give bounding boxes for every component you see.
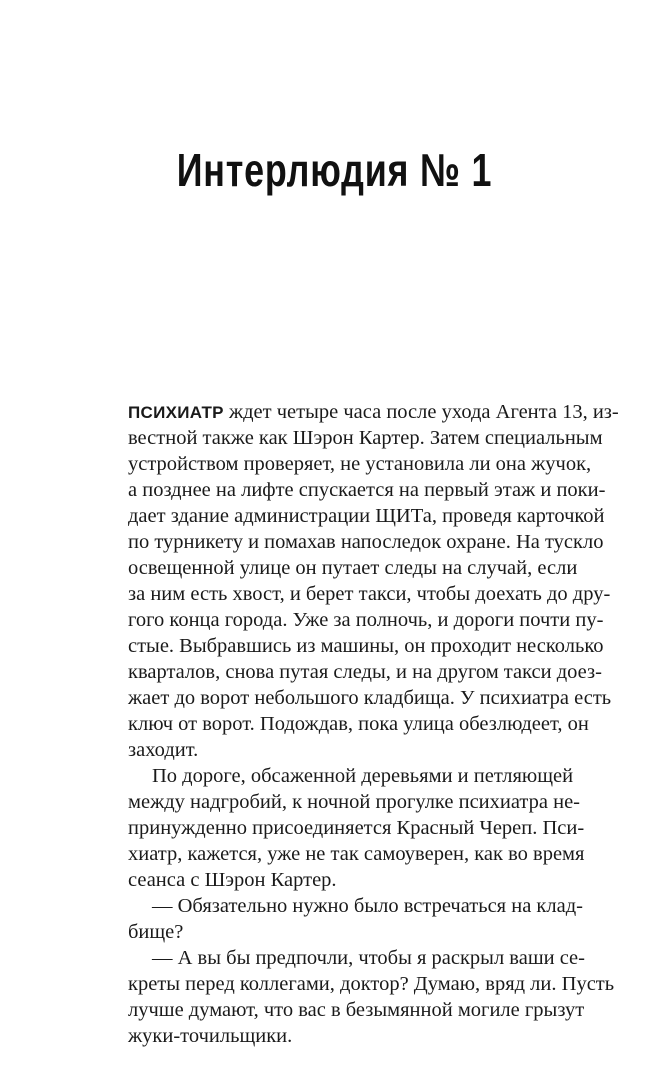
text-line: за ним есть хвост, и берет такси, чтобы доехать до дру-	[128, 583, 611, 605]
text-fragment: ждет четыре часа после ухода Агента 13, из-	[223, 401, 619, 423]
lead-word: ПСИХИАТР	[128, 403, 224, 422]
text-line: — А вы бы предпочли, чтобы я раскрыл ваши се-	[152, 947, 585, 969]
text-line: гого конца города. Уже за полночь, и дороги почти пу-	[128, 609, 604, 631]
text-line: стые. Выбравшись из машины, он проходит несколько	[128, 635, 604, 657]
chapter-title: Интерлюдия № 1	[176, 144, 493, 196]
text-line: принужденно присоединяется Красный Череп. Пси-	[128, 817, 585, 839]
text-line: вестной также как Шэрон Картер. Затем специальным	[128, 427, 603, 449]
text-line: хиатр, кажется, уже не так самоуверен, как во время	[128, 843, 585, 865]
text-line: жает до ворот небольшого кладбища. У психиатра есть	[128, 687, 612, 709]
text-line: дает здание администрации ЩИТа, проведя карточкой	[128, 505, 605, 527]
text-line: — Обязательно нужно было встречаться на клад-	[152, 895, 583, 917]
text-line: устройством проверяет, не установила ли она жучок,	[128, 453, 592, 475]
text-line: заходит.	[128, 739, 199, 761]
text-line: жуки-точильщики.	[128, 1025, 293, 1047]
text-line: а позднее на лифте спускается на первый этаж и поки-	[128, 479, 606, 501]
text-line: освещенной улице он путает следы на случай, если	[128, 557, 578, 579]
text-line: бище?	[128, 921, 184, 943]
text-line: ключ от ворот. Подождав, пока улица обезлюдеет, он	[128, 713, 589, 735]
text-line: креты перед коллегами, доктор? Думаю, вряд ли. Пусть	[128, 973, 615, 995]
text-line	[128, 399, 619, 425]
text-line: сеанса с Шэрон Картер.	[128, 869, 337, 891]
body-text	[128, 399, 619, 1049]
text-line: между надгробий, к ночной прогулке психиатра не-	[128, 791, 581, 813]
text-line: лучше думают, что вас в безымянной могиле грызут	[128, 999, 585, 1021]
text-line: По дороге, обсаженной деревьями и петляющей	[152, 765, 574, 787]
text-line: кварталов, снова путая следы, и на другом такси доез-	[128, 661, 602, 683]
text-line: по турникету и помахав напоследок охране. На тускло	[128, 531, 604, 553]
